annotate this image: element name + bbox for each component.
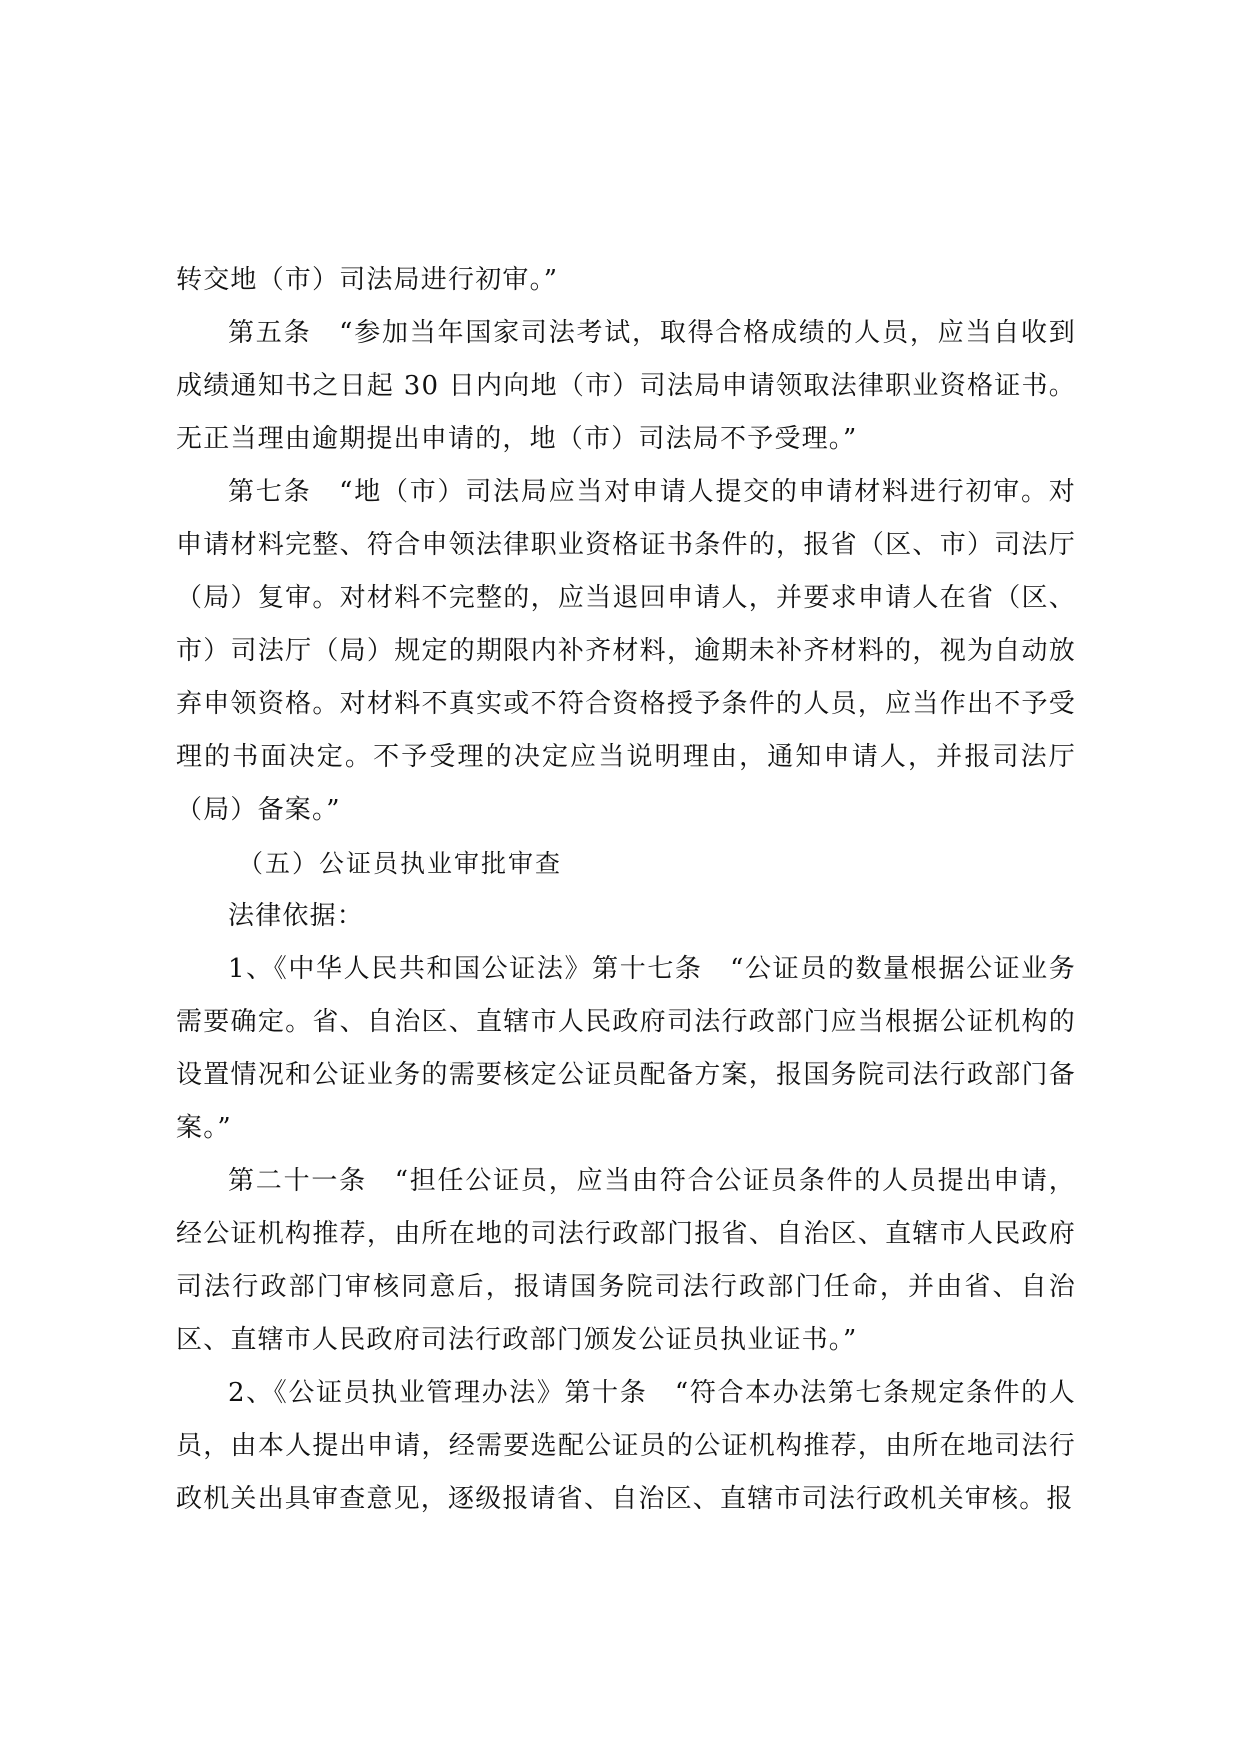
document-body xyxy=(176,254,1076,1526)
paragraph-legal-basis-label: 法律依据： xyxy=(228,901,365,931)
section-heading-notary-approval: （五）公证员执业审批审查 xyxy=(238,849,563,878)
paragraph-article-7: 第七条 “地（市）司法局应当对申请人提交的申请材料进行初审。对申请材料完整、符合申领法律职业资格证书条件的，报省（区、市）司法厅（局）复审。对材料不完整的，应当退回申请人，并要求申请人在省（区、市）司法厅（局）规定的期限内补齐材料，逾期未补齐材料的，视为自动放弃申领资格。对材料不真实或不符合资格授予条件的人员，应当作出不予受理的书面决定。不予受理的决定应当说明理由，通知申请人，并报司法厅（局）备案。” xyxy=(176,477,1076,825)
paragraph-article-5: 第五条 “参加当年国家司法考试，取得合格成绩的人员，应当自收到成绩通知书之日起 30 日内向地（市）司法局申请领取法律职业资格证书。无正当理由逾期提出申请的，地（市）司法局不予受理。” xyxy=(176,318,1076,454)
paragraph-continuation: 转交地（市）司法局进行初审。” xyxy=(176,265,559,295)
paragraph-notary-practice-measures-article-10: 2、《公证员执业管理办法》第十条 “符合本办法第七条规定条件的人员，由本人提出申请，经需要选配公证员的公证机构推荐，由所在地司法行政机关出具审查意见，逐级报请省、自治区、直辖市司法行政机关审核。报 xyxy=(176,1378,1076,1514)
paragraph-notary-law-article-21: 第二十一条 “担任公证员，应当由符合公证员条件的人员提出申请，经公证机构推荐，由所在地的司法行政部门报省、自治区、直辖市人民政府司法行政部门审核同意后，报请国务院司法行政部门任命，并由省、自治区、直辖市人民政府司法行政部门颁发公证员执业证书。” xyxy=(176,1166,1076,1355)
paragraph-notary-law-article-17: 1、《中华人民共和国公证法》第十七条 “公证员的数量根据公证业务需要确定。省、自治区、直辖市人民政府司法行政部门应当根据公证机构的设置情况和公证业务的需要核定公证员配备方案，报国务院司法行政部门备案。” xyxy=(176,954,1076,1143)
